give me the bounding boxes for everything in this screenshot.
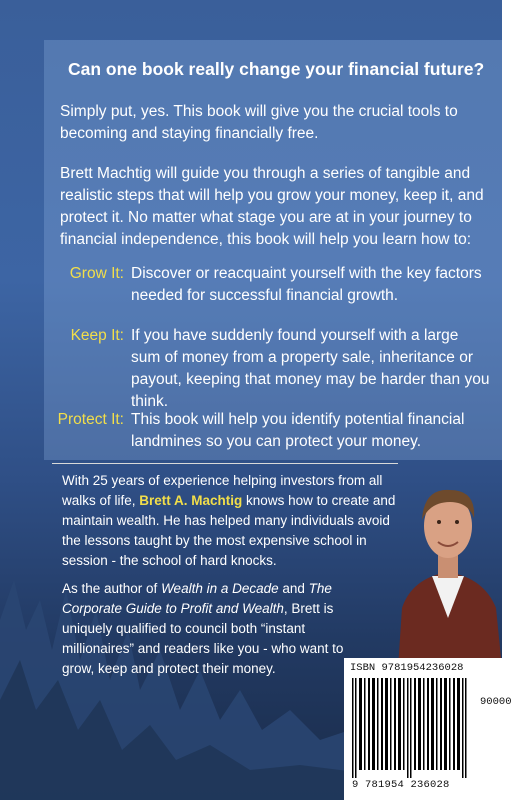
step-label-keep: Keep It:: [70, 327, 124, 344]
barcode-digits: 9 781954 236028: [352, 779, 450, 791]
author-name: Brett A. Machtig: [139, 493, 243, 508]
book-title-2: The Corporate Guide to Profit and Wealth: [62, 581, 332, 616]
step-text-protect: This book will help you identify potential financial landmines so you can protect your money.: [131, 411, 465, 450]
headline: Can one book really change your financial future?: [68, 59, 485, 79]
bio-paragraph: With 25 years of experience helping investors from all walks of life, Brett A. Machtig knows how to create and maintain wealth. He has helped many individuals avoid the lessons taught by the most expensive school in session - the school of hard knocks.: [62, 473, 396, 568]
author-books-paragraph: As the author of Wealth in a Decade and The Corporate Guide to Profit and Wealth, Brett is uniquely qualified to council both “instant millionaires” and readers like you - who want to grow, keep and protect their money.: [62, 581, 344, 676]
barcode-bars: [350, 678, 474, 778]
intro-paragraph: Simply put, yes. This book will give you the crucial tools to becoming and staying financially free.: [60, 103, 458, 142]
step-label-protect: Protect It:: [57, 411, 124, 428]
price-code: 90000: [480, 696, 512, 708]
divider: [52, 463, 398, 464]
step-text-keep: If you have suddenly found yourself with a large sum of money from a property sale, inheritance or payout, keeping that money may be harder than you think.: [131, 327, 490, 410]
book-title-1: Wealth in a Decade: [161, 581, 279, 596]
step-text-grow: Discover or reacquaint yourself with the key factors needed for successful financial growth.: [131, 265, 482, 304]
step-label-grow: Grow It:: [69, 265, 124, 282]
description-paragraph: Brett Machtig will guide you through a series of tangible and realistic steps that will help you grow your money, keep it, and protect it. No matter what stage you are at in your journey to financial independence, this book will help you learn how to:: [60, 165, 484, 248]
isbn-barcode: [344, 658, 512, 800]
author-photo: [388, 468, 502, 668]
isbn-label: ISBN 9781954236028: [350, 662, 464, 674]
